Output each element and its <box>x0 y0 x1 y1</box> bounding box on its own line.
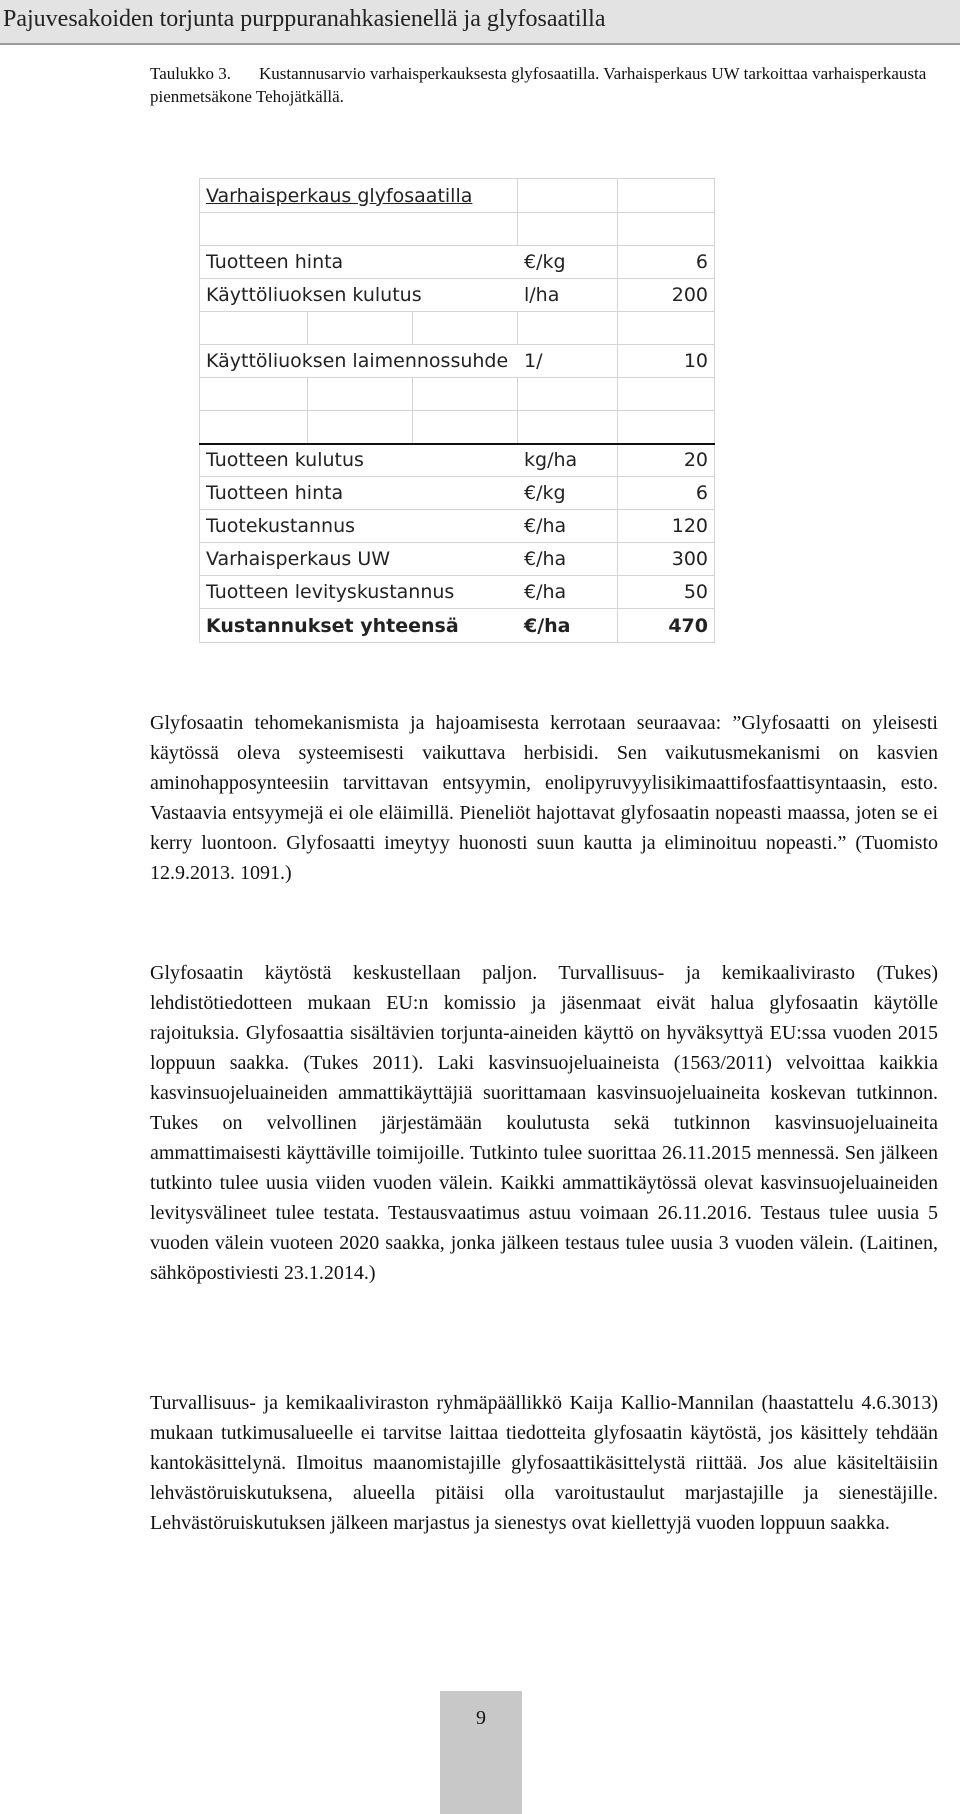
page-number-box <box>440 1691 522 1814</box>
row-label: Käyttöliuoksen kulutus <box>200 279 518 312</box>
row-value: 10 <box>618 345 715 378</box>
row-label: Tuotteen kulutus <box>200 444 518 477</box>
cost-table-title: Varhaisperkaus glyfosaatilla <box>206 184 473 207</box>
table-row <box>200 444 715 477</box>
paragraph-glyphosate-regulation: Glyfosaatin käytöstä keskustellaan paljon. Turvallisuus- ja kemikaalivirasto (Tukes) lehdistötiedotteen mukaan EU:n komissio ja jäsenmaat eivät halua glyfosaatin käytölle rajoituksia. Glyfosaattia sisältävien torjunta-aineiden käyttö on hyväksyttyä EU:ssa vuoden 2015 loppuun saakka. (Tukes 2011). Laki kasvinsuojeluaineista (1563/2011) velvoittaa kaikkia kasvinsuojeluaineiden ammattikäyttäjiä suorittamaan kasvinsuojeluaineita koskevan tutkinnon. Tukes on velvollinen järjestämään koulutusta sekä tutkinnon kasvinsuojeluaineita ammattimaisesti käyttäville toimijoille. Tutkinto tulee suorittaa 26.11.2015 mennessä. Sen jälkeen tutkinto tulee uusia viiden vuoden välein. Kaikki ammattikäytössä olevat kasvinsuojeluaineiden levitysvälineet tulee testata. Testausvaatimus astuu voimaan 26.11.2016. Testaus tulee uusia 5 vuoden välein vuoteen 2020 saakka, jonka jälkeen testaus tulee uusia 3 vuoden välein. (Laitinen, sähköpostiviesti 23.1.2014.) <box>150 962 938 1284</box>
row-label: Käyttöliuoksen laimennossuhde <box>200 345 518 378</box>
row-unit: 1/ <box>518 345 618 378</box>
table-row <box>200 576 715 609</box>
row-value: 300 <box>618 543 715 576</box>
table-row <box>200 246 715 279</box>
row-value: 50 <box>618 576 715 609</box>
table-row <box>200 543 715 576</box>
table-row <box>200 279 715 312</box>
table-caption <box>150 62 940 108</box>
table-row <box>200 477 715 510</box>
row-unit: l/ha <box>518 279 618 312</box>
total-value: 470 <box>618 609 715 643</box>
row-unit: €/ha <box>518 543 618 576</box>
row-label: Tuotteen levityskustannus <box>200 576 518 609</box>
table-row-total <box>200 609 715 643</box>
table-row <box>200 345 715 378</box>
table-caption-number: Taulukko 3. <box>150 64 231 83</box>
row-value: 120 <box>618 510 715 543</box>
paragraph-tukes-interview: Turvallisuus- ja kemikaaliviraston ryhmäpäällikkö Kaija Kallio-Mannilan (haastattelu 4.6.3013) mukaan tutkimusalueelle ei tarvitse laittaa tiedotteita glyfosaatin käytöstä, jos käsittely tehdään kantokäsittelynä. Ilmoitus maanomistajille glyfosaattikäsittelystä riittää. Jos alue käsiteltäisiin lehvästöruiskutuksena, alueella pitäisi olla varoitustaulut marjastajille ja sienestäjille. Lehvästöruiskutuksen jälkeen marjastus ja sienestys ovat kiellettyjä vuoden loppuun saakka. <box>150 1392 938 1534</box>
row-value: 6 <box>618 246 715 279</box>
row-value: 200 <box>618 279 715 312</box>
table-caption-text: Kustannusarvio varhaisperkauksesta glyfosaatilla. Varhaisperkaus UW tarkoittaa varhaisperkausta pienmetsäkone Tehojätkällä. <box>150 64 927 106</box>
paragraph-glyphosate-mechanism: Glyfosaatin tehomekanismista ja hajoamisesta kerrotaan seuraavaa: ”Glyfosaatti on yleisesti käytössä oleva systeemisesti vaikuttava herbisidi. Sen vaikutusmekanismi on kasvien aminohapposynteesiin tarvittavan entsyymin, enolipyruvyylisikimaattifosfaattisyntaasin, esto. Vastaavia entsyymejä ei ole eläimillä. Pieneliöt hajottavat glyfosaatin nopeasti maassa, joten se ei kerry luontoon. Glyfosaatti imeytyy huonosti suun kautta ja eliminoituu nopeasti.” (Tuomisto 12.9.2013. 1091.) <box>150 712 938 884</box>
page-number: 9 <box>476 1707 486 1729</box>
running-header-title: Pajuvesakoiden torjunta purppuranahkasienellä ja glyfosaatilla <box>3 6 606 32</box>
row-value: 6 <box>618 477 715 510</box>
running-header <box>0 0 960 45</box>
row-value: 20 <box>618 444 715 477</box>
row-label: Tuotekustannus <box>200 510 518 543</box>
row-unit: €/kg <box>518 246 618 279</box>
total-label: Kustannukset yhteensä <box>200 609 518 643</box>
row-unit: €/kg <box>518 477 618 510</box>
table-row <box>200 510 715 543</box>
total-unit: €/ha <box>518 609 618 643</box>
row-unit: €/ha <box>518 576 618 609</box>
cost-table <box>199 178 715 643</box>
row-label: Tuotteen hinta <box>200 246 518 279</box>
row-label: Varhaisperkaus UW <box>200 543 518 576</box>
row-label: Tuotteen hinta <box>200 477 518 510</box>
row-unit: kg/ha <box>518 444 618 477</box>
row-unit: €/ha <box>518 510 618 543</box>
